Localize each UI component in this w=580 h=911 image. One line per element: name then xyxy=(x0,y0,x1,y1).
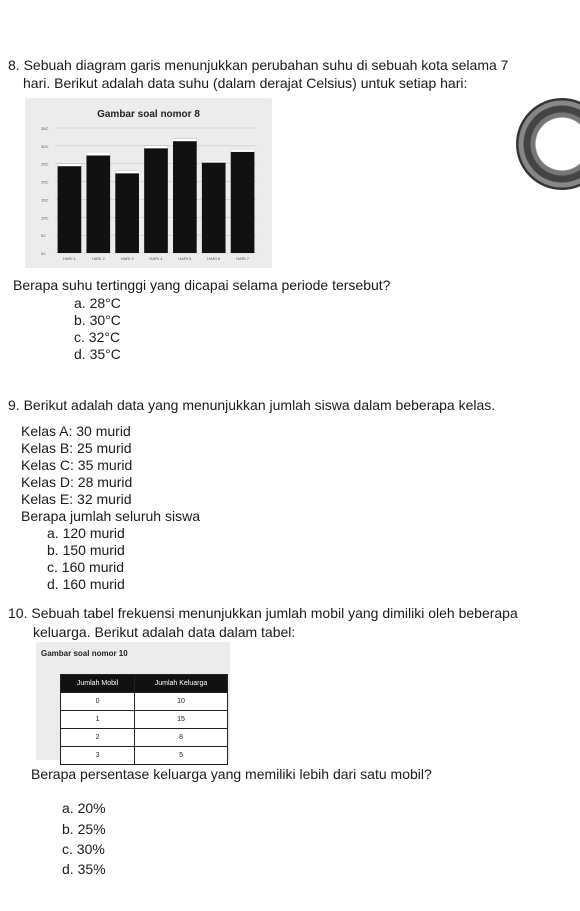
q8-option-a: a. 28°C xyxy=(74,295,121,311)
q9-data-a: Kelas A: 30 murid xyxy=(21,423,131,439)
q10-option-d: d. 35% xyxy=(62,861,106,877)
q9-question: Berapa jumlah seluruh siswa xyxy=(21,508,200,524)
q8-option-b: b. 30°C xyxy=(74,312,121,328)
x-tick-label: HARI 6 xyxy=(207,256,221,261)
bar-chart xyxy=(25,98,272,268)
table-cell: 5 xyxy=(135,747,228,765)
bar-top-highlight xyxy=(86,153,110,156)
table-row xyxy=(61,693,228,711)
q8-line1: 8. Sebuah diagram garis menunjukkan perubahan suhu di sebuah kota selama 7 xyxy=(8,57,509,73)
y-tick-label: 10C xyxy=(41,215,49,221)
table-header-cars: Jumlah Mobil xyxy=(61,675,135,693)
table-cell: 0 xyxy=(61,693,135,711)
y-tick-label: 25C xyxy=(41,161,49,167)
table-cell: 3 xyxy=(61,747,135,765)
table-figure-title: Gambar soal nomor 10 xyxy=(41,649,128,658)
x-tick-label: HARI 4 xyxy=(149,256,163,261)
q9-line1: 9. Berikut adalah data yang menunjukkan jumlah siswa dalam beberapa kelas. xyxy=(8,397,496,413)
table-row xyxy=(61,711,228,729)
frequency-table xyxy=(60,674,228,765)
q8-line2: hari. Berikut adalah data suhu (dalam derajat Celsius) untuk setiap hari: xyxy=(23,75,468,91)
q8-option-c: c. 32°C xyxy=(74,329,121,345)
table-cell: 10 xyxy=(135,693,228,711)
q10-option-c: c. 30% xyxy=(62,841,105,857)
y-tick-label: 20C xyxy=(41,179,49,185)
table-row xyxy=(61,747,228,765)
x-tick-label: HARI 7 xyxy=(236,256,250,261)
y-tick-label: 5C xyxy=(41,233,47,239)
q8-chart-figure xyxy=(25,98,272,268)
x-tick-label: HARI 1 xyxy=(62,256,76,261)
table-row xyxy=(61,729,228,747)
bar xyxy=(58,164,82,253)
x-tick-label: HARI 3 xyxy=(120,256,134,261)
bar xyxy=(86,153,110,253)
q9-option-d: d. 160 murid xyxy=(47,576,125,592)
q9-option-b: b. 150 murid xyxy=(47,542,125,558)
q10-table-figure xyxy=(36,642,230,760)
q8-question: Berapa suhu tertinggi yang dicapai selama periode tersebut? xyxy=(13,277,391,293)
q10-line2: keluarga. Berikut adalah data dalam tabel: xyxy=(33,624,296,640)
bar xyxy=(144,146,168,253)
q9-data-e: Kelas E: 32 murid xyxy=(21,491,132,507)
bar-top-highlight xyxy=(144,146,168,149)
q9-data-b: Kelas B: 25 murid xyxy=(21,440,132,456)
q9-option-c: c. 160 murid xyxy=(47,559,125,575)
bar-top-highlight xyxy=(173,139,197,142)
y-tick-label: 0C xyxy=(41,251,47,256)
y-tick-label: 35C xyxy=(41,126,49,131)
table-cell: 15 xyxy=(135,711,228,729)
q9-option-a: a. 120 murid xyxy=(47,525,125,541)
bar-top-highlight xyxy=(202,160,226,163)
bar xyxy=(115,171,139,253)
q9-data-c: Kelas C: 35 murid xyxy=(21,457,133,473)
chart-title: Gambar soal nomor 8 xyxy=(97,109,200,120)
q10-question: Berapa persentase keluarga yang memiliki lebih dari satu mobil? xyxy=(31,766,432,782)
bar xyxy=(173,139,197,253)
y-tick-label: 15C xyxy=(41,197,49,203)
bar xyxy=(202,160,226,253)
bar-top-highlight xyxy=(231,149,255,152)
q10-option-b: b. 25% xyxy=(62,821,106,837)
table-cell: 8 xyxy=(135,729,228,747)
bar-top-highlight xyxy=(58,164,82,167)
table-cell: 1 xyxy=(61,711,135,729)
y-tick-label: 30C xyxy=(41,143,49,149)
table-cell: 2 xyxy=(61,729,135,747)
bar-top-highlight xyxy=(115,171,139,174)
q10-option-a: a. 20% xyxy=(62,800,106,816)
q9-data-d: Kelas D: 28 murid xyxy=(21,474,133,490)
x-tick-label: HARI 5 xyxy=(178,256,192,261)
x-tick-label: HARI 2 xyxy=(91,256,105,261)
bar xyxy=(231,149,255,253)
table-header-row xyxy=(61,675,228,693)
q8-option-d: d. 35°C xyxy=(74,346,121,362)
table-header-families: Jumlah Keluarga xyxy=(135,675,228,693)
decorative-ring-icon xyxy=(516,98,580,190)
q10-line1: 10. Sebuah tabel frekuensi menunjukkan jumlah mobil yang dimiliki oleh beberapa xyxy=(8,605,518,621)
